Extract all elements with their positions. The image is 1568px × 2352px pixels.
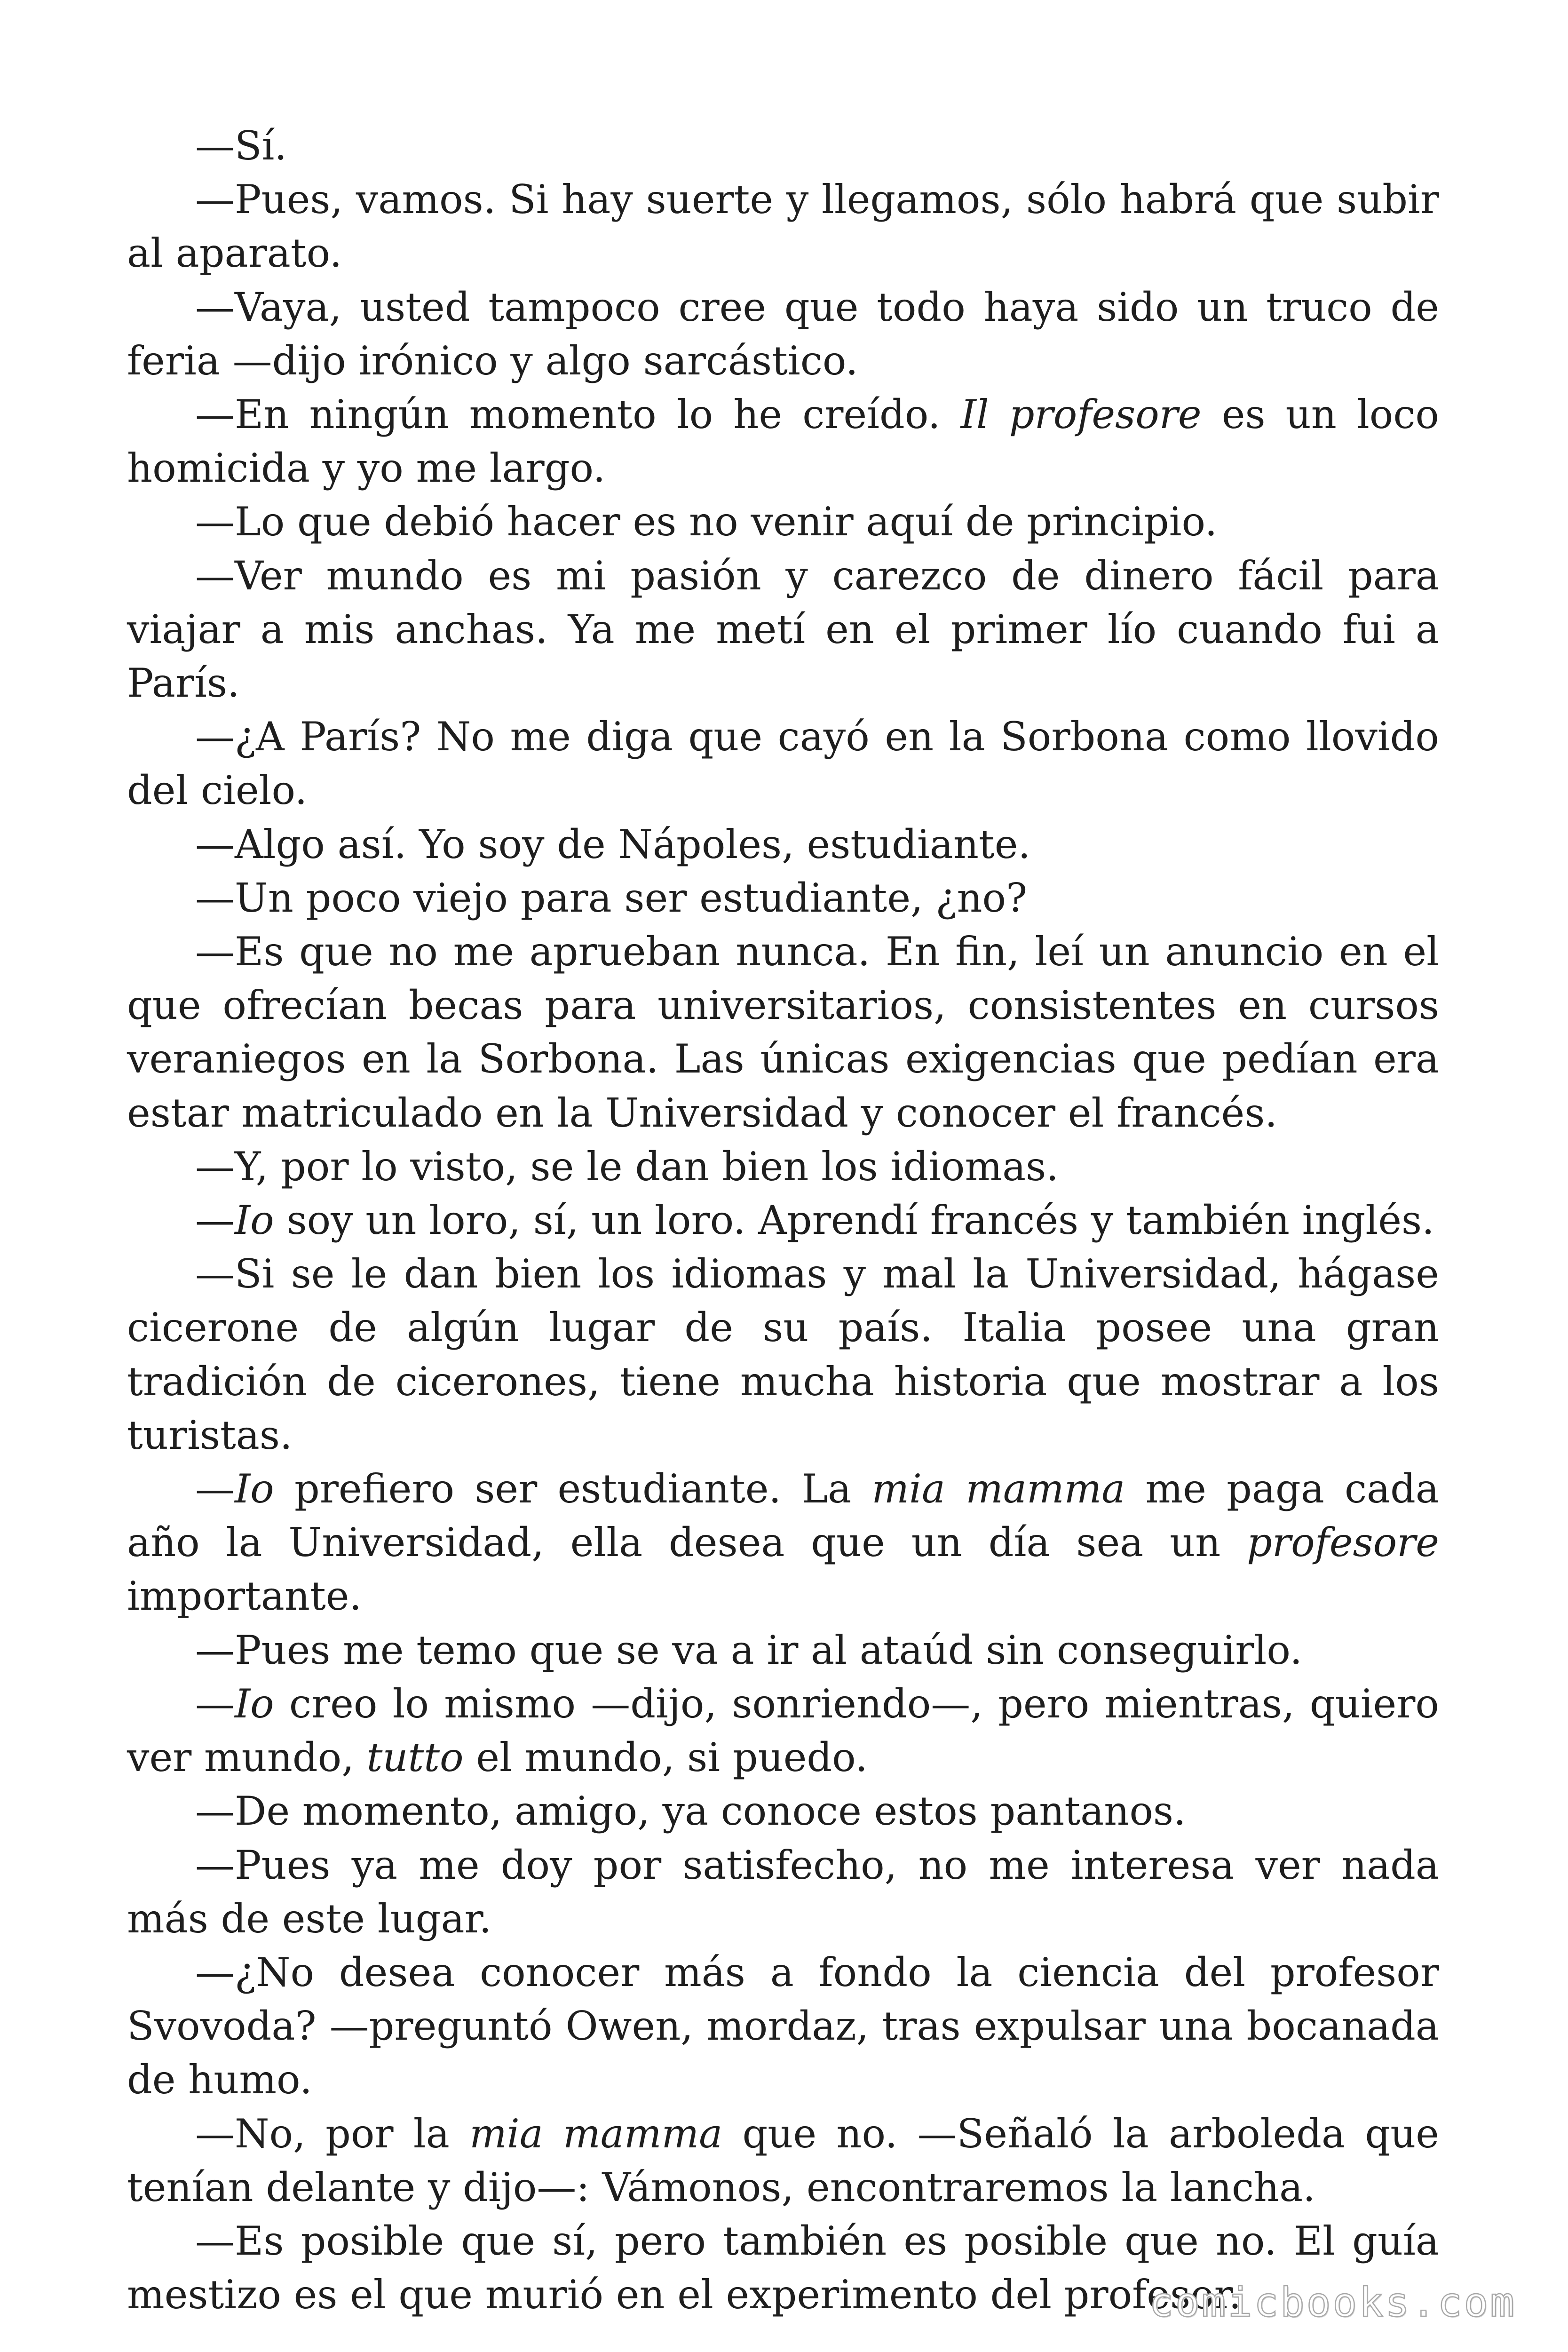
italic-text: Io [235,1197,274,1244]
paragraph [127,2107,1439,2214]
text-run: —Ver mundo es mi pasión y carezco de dinero fácil para viajar a mis anchas. Ya me metí en el primer lío cuando fui a París. [127,552,1439,707]
text-run: —Si se le dan bien los idiomas y mal la Universidad, hágase cicerone de algún lugar de su país. Italia posee una gran tradición de cicerones, tiene mucha historia que mostrar a los turistas. [127,1251,1439,1458]
italic-text: tutto [366,1734,464,1781]
text-run: —Es que no me aprueban nunca. En fin, leí un anuncio en el que ofrecían becas para universitarios, consistentes en cursos veraniegos en la Sorbona. Las únicas exigencias que pedían era estar matriculado en la Universidad y conocer el francés. [127,929,1439,1136]
text-run: creo lo mismo —dijo, sonriendo—, pero mientras, quiero ver mundo, [127,1680,1439,1781]
text-run: —¿No desea conocer más a fondo la ciencia del profesor Svovoda? —preguntó Owen, mordaz, tras expulsar una bocanada de humo. [127,1949,1439,2103]
text-run: —Vaya, usted tampoco cree que todo haya sido un truco de feria —dijo irónico y algo sarcástico. [127,284,1439,384]
text-run: —Un poco viejo para ser estudiante, ¿no? [195,874,1028,921]
text-run: —De momento, amigo, ya conoce estos pantanos. [195,1788,1186,1835]
text-run: —Pues, vamos. Si hay suerte y llegamos, sólo habrá que subir al aparato. [127,176,1439,277]
italic-text: Il profesore [960,391,1202,438]
text-run: —Pues me temo que se va a ir al ataúd sin conseguirlo. [195,1627,1303,1673]
paragraph [127,1946,1439,2107]
paragraph [127,1784,1439,1838]
text-run: — [195,1680,235,1727]
text-run: importante. [127,1573,362,1620]
paragraph [127,388,1439,495]
paragraph [127,710,1439,817]
paragraph [127,1247,1439,1462]
watermark: comicbooks.com [1149,2279,1516,2326]
paragraph [127,1193,1439,1247]
text-run: —Lo que debió hacer es no venir aquí de principio. [195,499,1218,545]
italic-text: mia mamma [871,1466,1125,1512]
text-run: — [195,1197,235,1244]
paragraph [127,495,1439,548]
paragraph [127,1462,1439,1623]
body-text [127,119,1439,2321]
paragraph [127,1623,1439,1677]
text-run: — [195,1466,235,1512]
text-run: el mundo, si puedo. [463,1734,868,1781]
italic-text: Io [235,1680,274,1727]
paragraph [127,549,1439,710]
italic-text: Io [235,1466,274,1512]
text-run: —Algo así. Yo soy de Nápoles, estudiante. [195,821,1031,867]
text-run: —En ningún momento lo he creído. [195,391,961,438]
text-run: me paga cada año la Universidad, ella desea que un día sea un [127,1466,1439,1566]
paragraph [127,173,1439,280]
paragraph [127,1140,1439,1193]
paragraph [127,818,1439,871]
text-run: —No, por la [195,2110,470,2157]
italic-text: profesore [1247,1519,1439,1566]
paragraph [127,1677,1439,1784]
text-run: prefiero ser estudiante. La [274,1466,872,1512]
text-run: soy un loro, sí, un loro. Aprendí francés y también inglés. [274,1197,1434,1244]
paragraph [127,871,1439,925]
text-run: —¿A París? No me diga que cayó en la Sorbona como llovido del cielo. [127,714,1439,814]
paragraph [127,280,1439,388]
text-run: es un loco homicida y yo me largo. [127,391,1439,492]
text-run: que no. —Señaló la arboleda que tenían delante y dijo—: Vámonos, encontraremos la lancha. [127,2110,1440,2210]
paragraph [127,119,1439,173]
text-run: —Pues ya me doy por satisfecho, no me interesa ver nada más de este lugar. [127,1842,1439,1942]
paragraph [127,925,1439,1140]
text-run: —Y, por lo visto, se le dan bien los idiomas. [195,1143,1059,1190]
text-run: —Es posible que sí, pero también es posible que no. El guía mestizo es el que murió en el experimento del profesor. [127,2217,1439,2318]
paragraph [127,1838,1439,1946]
text-run: —Sí. [195,123,287,169]
italic-text: mia mamma [469,2110,723,2157]
